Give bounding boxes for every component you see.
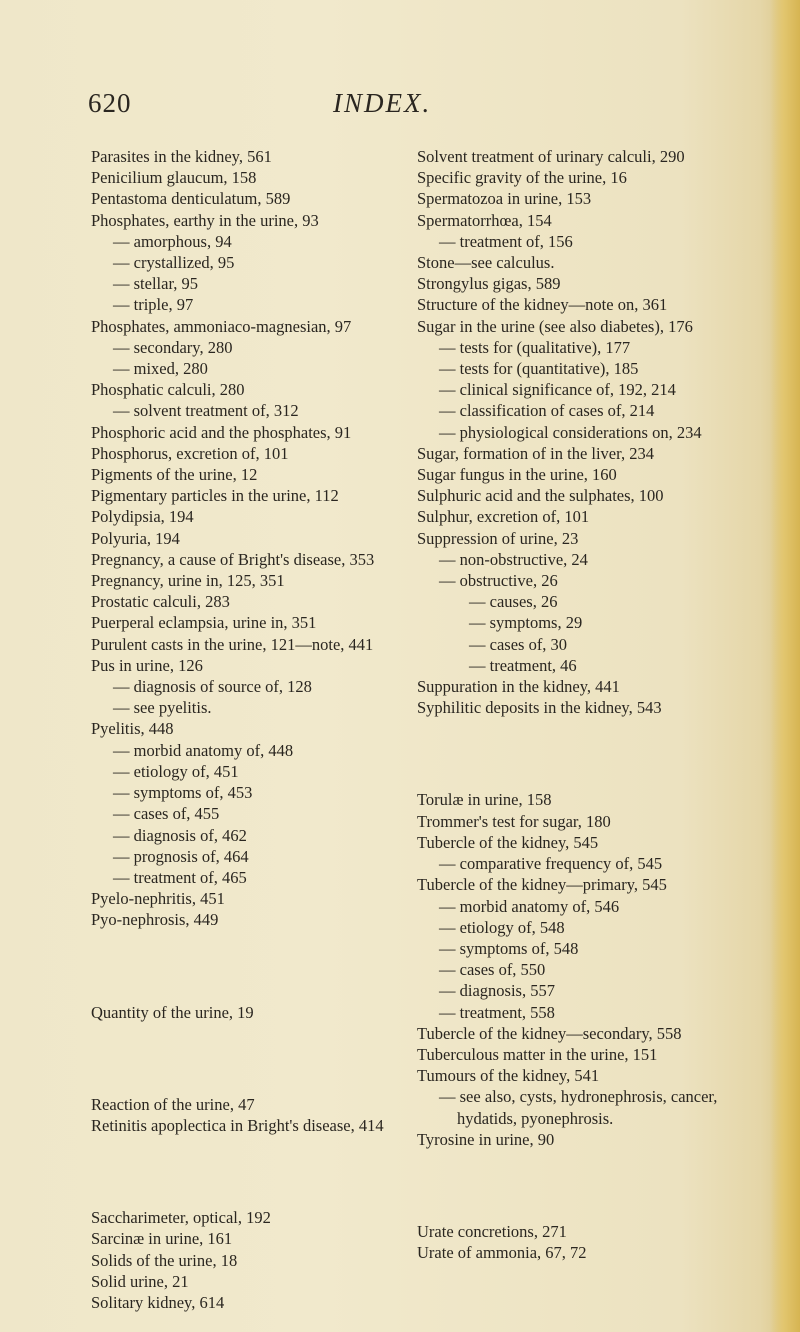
index-subentry: — etiology of, 548 — [439, 917, 565, 937]
index-subentry: — mixed, 280 — [113, 359, 208, 379]
index-entry: Parasites in the kidney, 561 — [91, 147, 272, 166]
index-entry: Quantity of the urine, 19 — [91, 1002, 254, 1022]
index-entry: Tumours of the kidney, 541 — [417, 1066, 600, 1086]
index-entry: Pregnancy, urine in, 125, 351 — [91, 571, 285, 591]
index-entry: Spermatorrhœa, 154 — [417, 210, 552, 230]
index-subentry: — diagnosis, 557 — [439, 981, 555, 1001]
index-subentry: — comparative frequency of, 545 — [439, 854, 663, 874]
index-subentry: — treatment of, 465 — [113, 867, 247, 887]
index-entry: Retinitis apoplectica in Bright's disease, 414 — [91, 1115, 384, 1135]
index-entry: Phosphates, ammoniaco-magnesian, 97 — [91, 316, 352, 336]
index-section-gap — [91, 947, 431, 985]
index-subentry: — cases of, 455 — [113, 804, 220, 824]
index-entry: Suppuration in the kidney, 441 — [417, 677, 620, 697]
index-entry: Puerperal eclampsia, urine in, 351 — [91, 613, 317, 633]
index-entry: Urate of ammonia, 67, 72 — [417, 1243, 587, 1263]
index-subentry: — crystallized, 95 — [113, 253, 235, 273]
page-number: 620 — [88, 88, 132, 118]
index-entry: Sugar fungus in the urine, 160 — [417, 465, 617, 485]
index-subentry: — cases of, 550 — [439, 960, 546, 980]
index-subentry: — prognosis of, 464 — [113, 846, 249, 866]
index-entry: Sulphuric acid and the sulphates, 100 — [417, 486, 664, 506]
index-subentry: — symptoms of, 453 — [113, 783, 253, 803]
index-entry: Solids of the urine, 18 — [91, 1250, 238, 1270]
index-entry: Pregnancy, a cause of Bright's disease, 353 — [91, 549, 375, 569]
index-entry: Solitary kidney, 614 — [91, 1292, 225, 1312]
index-entry: Pus in urine, 126 — [91, 655, 203, 675]
index-subentry: — morbid anatomy of, 546 — [439, 896, 620, 916]
index-entry: Suppression of urine, 23 — [417, 528, 579, 548]
page-edge — [770, 0, 800, 1332]
index-entry: Tubercle of the kidney—secondary, 558 — [417, 1023, 682, 1043]
index-entry: Pigments of the urine, 12 — [91, 465, 258, 485]
index-section-gap — [91, 1153, 431, 1191]
index-subentry: — secondary, 280 — [113, 337, 233, 357]
index-entry: Sarcinæ in urine, 161 — [91, 1229, 233, 1249]
index-entry: Solvent treatment of urinary calculi, 290 — [417, 147, 685, 166]
index-subentry: — see also, cysts, hydronephrosis, cancer, hydatids, pyonephrosis. — [439, 1087, 718, 1128]
index-entry: Reaction of the urine, 47 — [91, 1094, 255, 1114]
index-subentry: — clinical significance of, 192, 214 — [439, 380, 676, 400]
index-entry: Saccharimeter, optical, 192 — [91, 1208, 271, 1228]
index-entry: Prostatic calculi, 283 — [91, 592, 230, 612]
index-subentry: — diagnosis of, 462 — [113, 825, 247, 845]
index-entry: Tubercle of the kidney—primary, 545 — [417, 875, 667, 895]
index-entry: Trommer's test for sugar, 180 — [417, 811, 611, 831]
index-section-gap — [417, 735, 757, 773]
index-subentry: — solvent treatment of, 312 — [113, 401, 299, 421]
index-subentry: — causes, 26 — [469, 592, 558, 612]
index-subentry: — diagnosis of source of, 128 — [113, 677, 312, 697]
index-entry: Pyelitis, 448 — [91, 719, 174, 739]
index-subentry: — treatment, 558 — [439, 1002, 555, 1022]
index-section-gap — [91, 1039, 431, 1077]
index-entry: Strongylus gigas, 589 — [417, 274, 561, 294]
index-subentry: — treatment of, 156 — [439, 231, 573, 251]
index-entry: Specific gravity of the urine, 16 — [417, 168, 627, 188]
index-entry: Tyrosine in urine, 90 — [417, 1129, 555, 1149]
index-subentry: — symptoms, 29 — [469, 613, 583, 633]
index-subentry: — physiological considerations on, 234 — [439, 422, 702, 442]
index-subentry: — classification of cases of, 214 — [439, 401, 655, 421]
index-entry: Syphilitic deposits in the kidney, 543 — [417, 698, 662, 718]
index-entry: Sulphur, excretion of, 101 — [417, 507, 590, 527]
index-entry: Phosphorus, excretion of, 101 — [91, 443, 289, 463]
index-subentry: — triple, 97 — [113, 295, 194, 315]
index-entry: Purulent casts in the urine, 121—note, 441 — [91, 634, 374, 654]
index-entry: Phosphates, earthy in the urine, 93 — [91, 210, 319, 230]
index-entry: Pigmentary particles in the urine, 112 — [91, 486, 339, 506]
index-section-gap — [417, 1166, 757, 1204]
index-subentry: — stellar, 95 — [113, 274, 199, 294]
index-entry: Phosphatic calculi, 280 — [91, 380, 245, 400]
index-entry: Spermatozoa in urine, 153 — [417, 189, 592, 209]
index-subentry: — tests for (quantitative), 185 — [439, 359, 639, 379]
index-entry: Stone—see calculus. — [417, 253, 555, 273]
index-entry: Phosphoric acid and the phosphates, 91 — [91, 422, 352, 442]
index-entry: Solid urine, 21 — [91, 1271, 189, 1291]
index-subentry: — treatment, 46 — [469, 655, 577, 675]
index-entry: Penicilium glaucum, 158 — [91, 168, 257, 188]
index-entry: Pyo-nephrosis, 449 — [91, 910, 219, 930]
index-subentry: — cases of, 30 — [469, 634, 568, 654]
index-entry: Pentastoma denticulatum, 589 — [91, 189, 291, 209]
index-entry: Torulæ in urine, 158 — [417, 790, 552, 810]
index-subentry: — see pyelitis. — [113, 698, 212, 718]
index-entry: Polyuria, 194 — [91, 528, 180, 548]
index-entry: Structure of the kidney—note on, 361 — [417, 295, 668, 315]
index-subentry: — etiology of, 451 — [113, 761, 239, 781]
index-subentry: — amorphous, 94 — [113, 231, 232, 251]
index-entry: Sugar in the urine (see also diabetes), 176 — [417, 316, 693, 336]
index-subentry: — non-obstructive, 24 — [439, 549, 588, 569]
index-subentry: — symptoms of, 548 — [439, 938, 579, 958]
index-entry: Tuberculous matter in the urine, 151 — [417, 1044, 658, 1064]
index-column-left — [91, 146, 431, 1313]
index-entry: Polydipsia, 194 — [91, 507, 194, 527]
index-subentry: — morbid anatomy of, 448 — [113, 740, 294, 760]
page-title: INDEX. — [333, 88, 432, 118]
index-entry: Pyelo-nephritis, 451 — [91, 889, 225, 909]
index-entry: Urate concretions, 271 — [417, 1221, 567, 1241]
index-subentry: — tests for (qualitative), 177 — [439, 337, 631, 357]
index-entry: Sugar, formation of in the liver, 234 — [417, 443, 654, 463]
index-entry: Tubercle of the kidney, 545 — [417, 832, 599, 852]
index-subentry: — obstructive, 26 — [439, 571, 558, 591]
index-column-right — [417, 146, 757, 1263]
